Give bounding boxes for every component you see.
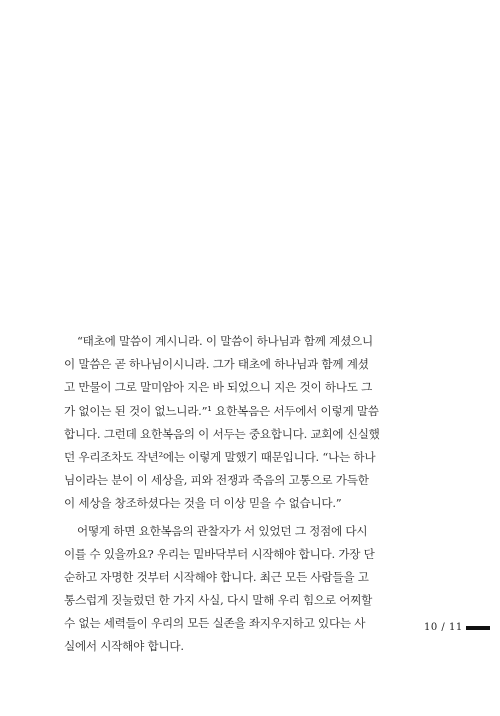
text-line: 어떻게 하면 요한복음의 관찰자가 서 있었던 그 정점에 다시 bbox=[77, 523, 368, 538]
paragraph-2 bbox=[64, 520, 394, 659]
page-indicator: 10 / 11 bbox=[424, 622, 463, 633]
text-line: 합니다. 그런데 요한복음의 이 서두는 중요합니다. 교회에 신실했 bbox=[64, 426, 380, 441]
text-line: 이 말씀은 곧 하나님이시니라. 그가 태초에 하나님과 함께 계셨 bbox=[64, 357, 369, 372]
text-line: 님이라는 분이 이 세상을, 피와 전쟁과 죽음의 고통으로 가득한 bbox=[64, 473, 369, 488]
text-line: 던 우리조차도 작년²에는 이렇게 말했기 때문입니다. “나는 하나 bbox=[64, 449, 376, 464]
text-line: “태초에 말씀이 계시니라. 이 말씀이 하나님과 함께 계셨으니 bbox=[77, 334, 373, 348]
text-line: 이를 수 있을까요? 우리는 밑바닥부터 시작해야 합니다. 가장 단 bbox=[64, 546, 375, 561]
text-line: 고 만물이 그로 말미암아 지은 바 되었으니 지은 것이 하나도 그 bbox=[64, 380, 373, 395]
text-line: 실에서 시작해야 합니다. bbox=[64, 639, 184, 654]
text-line: 이 세상을 창조하셨다는 것을 더 이상 믿을 수 없습니다.” bbox=[64, 496, 342, 511]
page-indicator-bar bbox=[466, 626, 490, 630]
body-text bbox=[64, 330, 394, 659]
text-line: 통스럽게 짓눌렀던 한 가지 사실, 다시 말해 우리 힘으로 어찌할 bbox=[64, 593, 373, 608]
text-line: 순하고 자명한 것부터 시작해야 합니다. 최근 모든 사람들을 고 bbox=[64, 569, 369, 584]
text-line: 가 없이는 된 것이 없느니라.”¹ 요한복음은 서두에서 이렇게 말씀 bbox=[64, 403, 379, 418]
paragraph-1 bbox=[64, 330, 394, 516]
text-line: 수 없는 세력들이 우리의 모든 실존을 좌지우지하고 있다는 사 bbox=[64, 616, 366, 631]
